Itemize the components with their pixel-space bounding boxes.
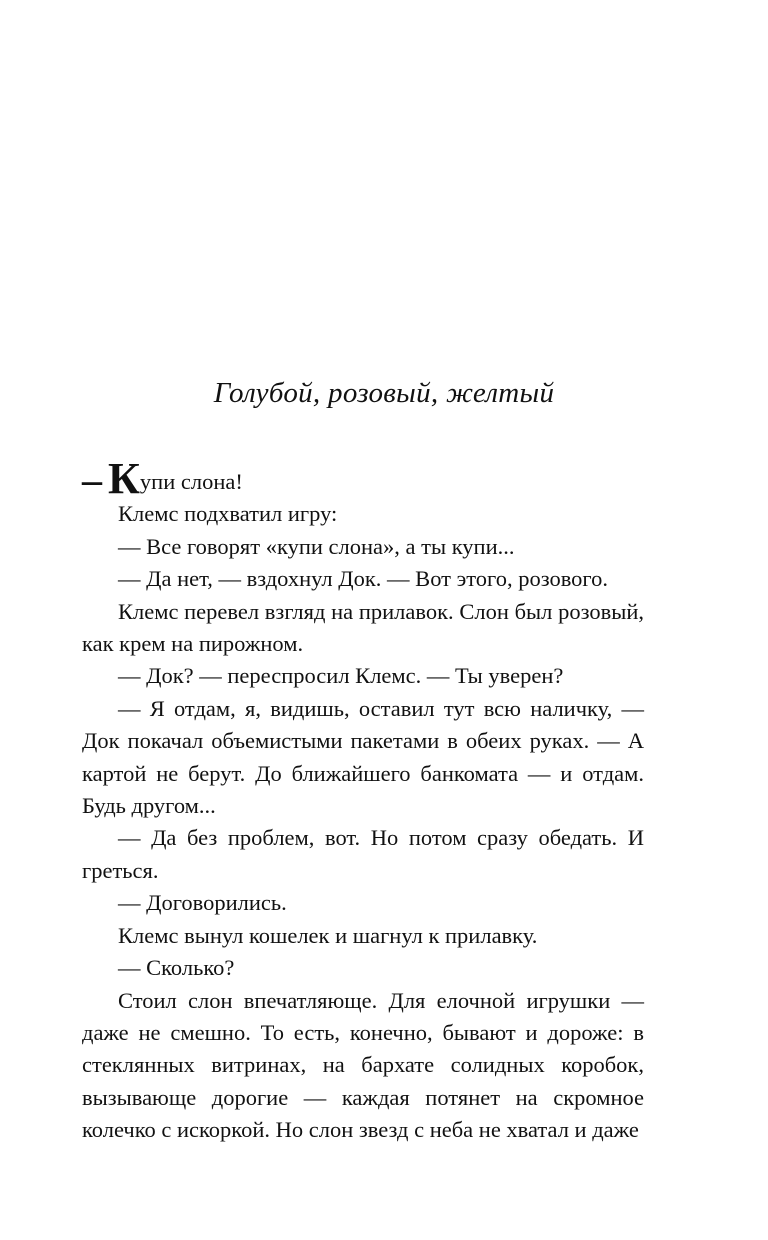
paragraph-11: — Сколько? [118, 955, 235, 981]
paragraph-4: — Да нет, — вздохнул Док. — Вот этого, розового. [118, 566, 608, 592]
paragraph-7: — Я отдам, я, видишь, оставил тут всю наличку, — Док покачал объемистыми пакетами в обеих руках. — А картой не берут. До ближайшего банкомата — и отдам. Будь другом... [82, 695, 644, 819]
paragraph-1-text: упи слона! [139, 469, 243, 494]
paragraph-8: — Да без проблем, вот. Но потом сразу обедать. И греться. [82, 825, 644, 883]
chapter-title: Голубой, розовый, желтый [213, 377, 555, 409]
paragraph-3: — Все говорят «купи слона», а ты купи... [118, 533, 515, 559]
drop-cap: К [108, 454, 140, 503]
paragraph-12: Стоил слон впечатляюще. Для елочной игрушки — даже не смешно. То есть, конечно, бывают и дороже: в стеклянных витринах, на бархате солидных коробок, вызывающе дорогие — каждая потянет на скромное колечко с искоркой. Но слон звезд с неба не хватал и даже [82, 987, 644, 1143]
paragraph-10: Клемс вынул кошелек и шагнул к прилавку. [118, 922, 538, 948]
chapter-text [82, 454, 644, 1147]
paragraph-6: — Док? — переспросил Клемс. — Ты уверен? [118, 663, 564, 689]
lead-dash: – [82, 457, 102, 502]
paragraph-5: Клемс перевел взгляд на прилавок. Слон был розовый, как крем на пирожном. [82, 598, 644, 657]
paragraph-1 [82, 454, 644, 503]
paragraph-2: Клемс подхватил игру: [118, 501, 338, 527]
paragraph-9: — Договорились. [118, 890, 287, 916]
